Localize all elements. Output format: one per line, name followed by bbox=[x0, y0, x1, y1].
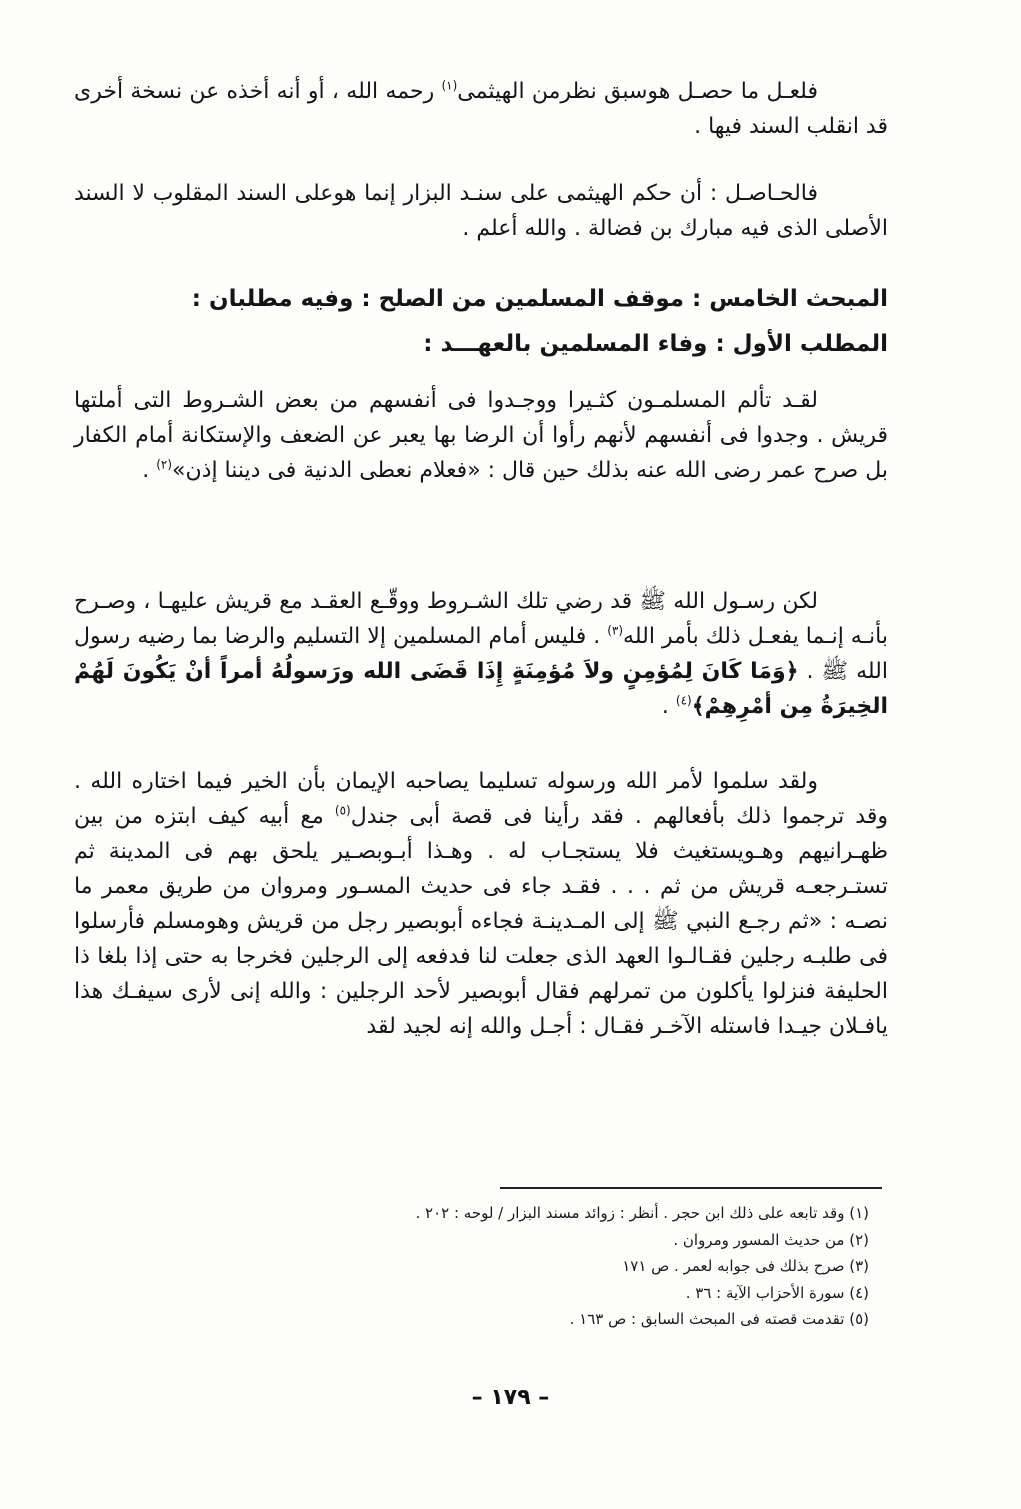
paragraph-5-continuation: مع أبيه كيف ابتزه من بين ظهـرانيهم وهـويستغيث فلا يستجـاب له . وهـذا أبـوبصـير يلحق بهم فى المدينة ثم تستـرجعـه قريش من ثم . . . فقـد جاء فى حديث المسـور ومروان من طريق معمر ما نصـه : «ثم رجـع النبي ﷺ إلى المـدينـة فجاءه أبوبصير رجل من قريش وهومسلم فأرسلوا فى طلبـه رجلين فقـالـوا العهد الذى جعلت لنا فدفعه إلى الرجلين فخرجا به حتى إذا بلغا ذا الحليفة فنزلوا يأكلون من تمرلهم فقال أبوبصير لأحد الرجلين : والله إنى لأرى سيفـك هذا يافـلان جيـدا فاستله الآخـر فقـال : أجـل والله إنه لجيد لقد bbox=[74, 804, 888, 1039]
page-number: – ١٧٩ – bbox=[471, 1385, 550, 1410]
paragraph-4 bbox=[74, 584, 888, 724]
subsection-heading-text: المطلب الأول : وفاء المسلمين بالعهـــد : bbox=[423, 331, 888, 357]
section-heading-text: المبحث الخامس : موقف المسلمين من الصلح : وفيه مطلبان : bbox=[191, 286, 888, 312]
paragraph-5-text: ولقد سلموا لأمر الله ورسوله تسليما يصاحبه الإيمان بأن الخير فيما اختاره الله . وقد ترجموا ذلك بأفعالهم . فقد رأينا فى قصة أبى جندل bbox=[74, 769, 888, 829]
footnote-ref-5: (٥) bbox=[334, 803, 351, 818]
footnote-4: (٤) سورة الأحزاب الآية : ٣٦ . bbox=[685, 1283, 869, 1302]
footnote-ref-2: (٢) bbox=[156, 457, 173, 472]
paragraph-4-text: لكن رسـول الله ﷺ قد رضي تلك الشـروط ووقّـع العقـد مع قريش عليهـا ، وصـرح بأنـه إنـما يفعـل ذلك بأمر الله bbox=[74, 589, 888, 649]
quran-verse: ﴿وَمَا كَانَ لِمُؤمِنٍ ولاَ مُؤمِنَةٍ إِذَا قَضَى الله ورَسولُهُ أمراً أنْ يَكُونَ لَهُمْ الخِيرَةُ مِن أمْرِهِمْ﴾ bbox=[74, 659, 888, 719]
paragraph-1 bbox=[74, 74, 888, 144]
paragraph-4-continuation: . فليس أمام المسلمين إلا التسليم والرضا بما رضيه رسول الله ﷺ . bbox=[74, 624, 888, 684]
subsection-heading bbox=[74, 327, 888, 362]
footnote-ref-4: (٤) bbox=[675, 693, 692, 708]
paragraph-3 bbox=[74, 383, 888, 488]
paragraph-4-end: . bbox=[661, 694, 676, 719]
footnotes bbox=[309, 1200, 869, 1333]
paragraph-3-end: . bbox=[142, 458, 157, 483]
paragraph-2-text: فالحـاصـل : أن حكم الهيثمى على سنـد البزار إنما هوعلى السند المقلوب لا السند الأصلى الذى فيه مبارك بن فضالة . والله أعلم . bbox=[74, 181, 888, 241]
footnote-2: (٢) من حديث المسور ومروان . bbox=[673, 1230, 869, 1249]
paragraph-1-text: فلعـل ما حصـل هوسبق نظرمن الهيثمى bbox=[457, 79, 818, 104]
footnote-divider bbox=[500, 1187, 882, 1189]
paragraph-5 bbox=[74, 764, 888, 1044]
footnote-3: (٣) صرح بذلك فى جوابه لعمر . ص ١٧١ bbox=[622, 1257, 869, 1275]
footnote-ref-3: (٣) bbox=[607, 623, 624, 638]
section-heading bbox=[74, 282, 888, 317]
paragraph-3-text: لقـد تألم المسلمـون كثـيرا ووجـدوا فى أنفسهم من بعض الشـروط التى أملتها قريش . وجدوا فى أنفسهم لأنهم رأوا أن الرضا بها يعبر عن الضعف والإستكانة أمام الكفار بل صرح عمر رضى الله عنه بذلك حين قال : «فعلام نعطى الدنية فى ديننا إذن» bbox=[74, 388, 888, 483]
paragraph-2 bbox=[74, 176, 888, 246]
footnote-ref-1: (١) bbox=[441, 78, 458, 93]
paragraph-1-continuation: رحمه الله ، أو أنه أخذه عن نسخة أخرى قد انقلب السند فيها . bbox=[74, 79, 888, 139]
footnote-5: (٥) تقدمت قصته فى المبحث السابق : ص ١٦٣ . bbox=[569, 1310, 869, 1328]
footnote-1: (١) وقد تابعه على ذلك ابن حجر . أنظر : زوائد مسند البزار / لوحه : ٢٠٢ . bbox=[415, 1204, 869, 1222]
